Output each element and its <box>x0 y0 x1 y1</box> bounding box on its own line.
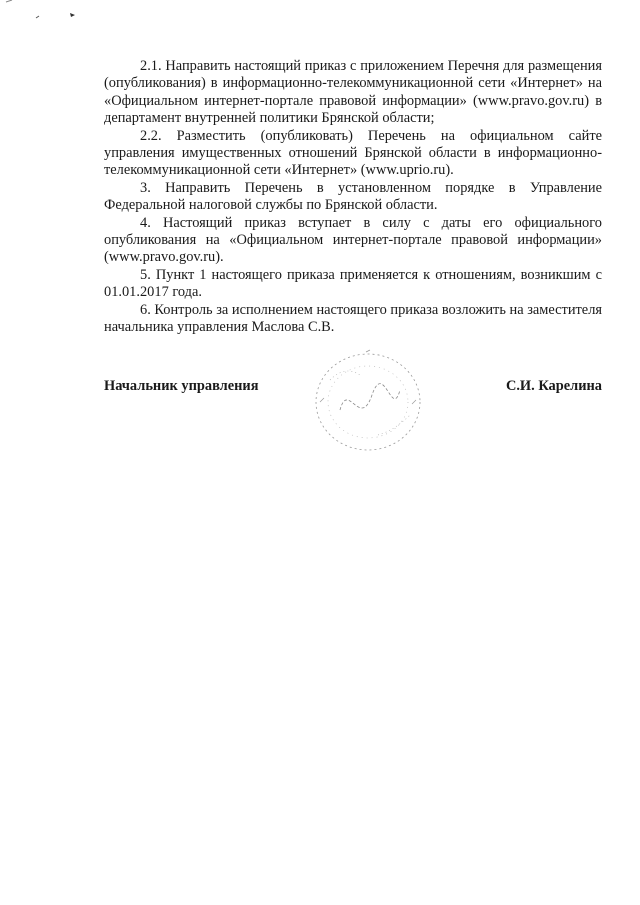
signature-block <box>104 378 602 398</box>
seal-stamp <box>300 340 440 460</box>
paragraph-4: 4. Настоящий приказ вступает в силу с даты его официального опубликования на «Официальном интернет-портале правовой информации» (www.pravo.gov.ru). <box>104 214 602 266</box>
signatory-position: Начальник управления <box>104 378 259 394</box>
scan-artifact-marks <box>0 0 100 30</box>
paragraph-3: 3. Направить Перечень в установленном порядке в Управление Федеральной налоговой службы по Брянской области. <box>104 179 602 214</box>
paragraph-6: 6. Контроль за исполнением настоящего приказа возложить на заместителя начальника управления Маслова С.В. <box>104 301 602 336</box>
paragraph-2-2: 2.2. Разместить (опубликовать) Перечень на официальном сайте управления имущественных отношений Брянской области в информационно-телекоммуникационной сети «Интернет» (www.uprio.ru). <box>104 127 602 179</box>
document-body <box>104 58 602 337</box>
signatory-name: С.И. Карелина <box>505 378 602 394</box>
paragraph-5: 5. Пункт 1 настоящего приказа применяется к отношениям, возникшим с 01.01.2017 года. <box>104 266 602 301</box>
paragraph-2-1: 2.1. Направить настоящий приказ с приложением Перечня для размещения (опубликования) в информационно-телекоммуникационной сети «Интернет» на «Официальном интернет-портале правовой информации» (www.pravo.gov.ru) в департамент внутренней политики Брянской области; <box>104 58 602 127</box>
